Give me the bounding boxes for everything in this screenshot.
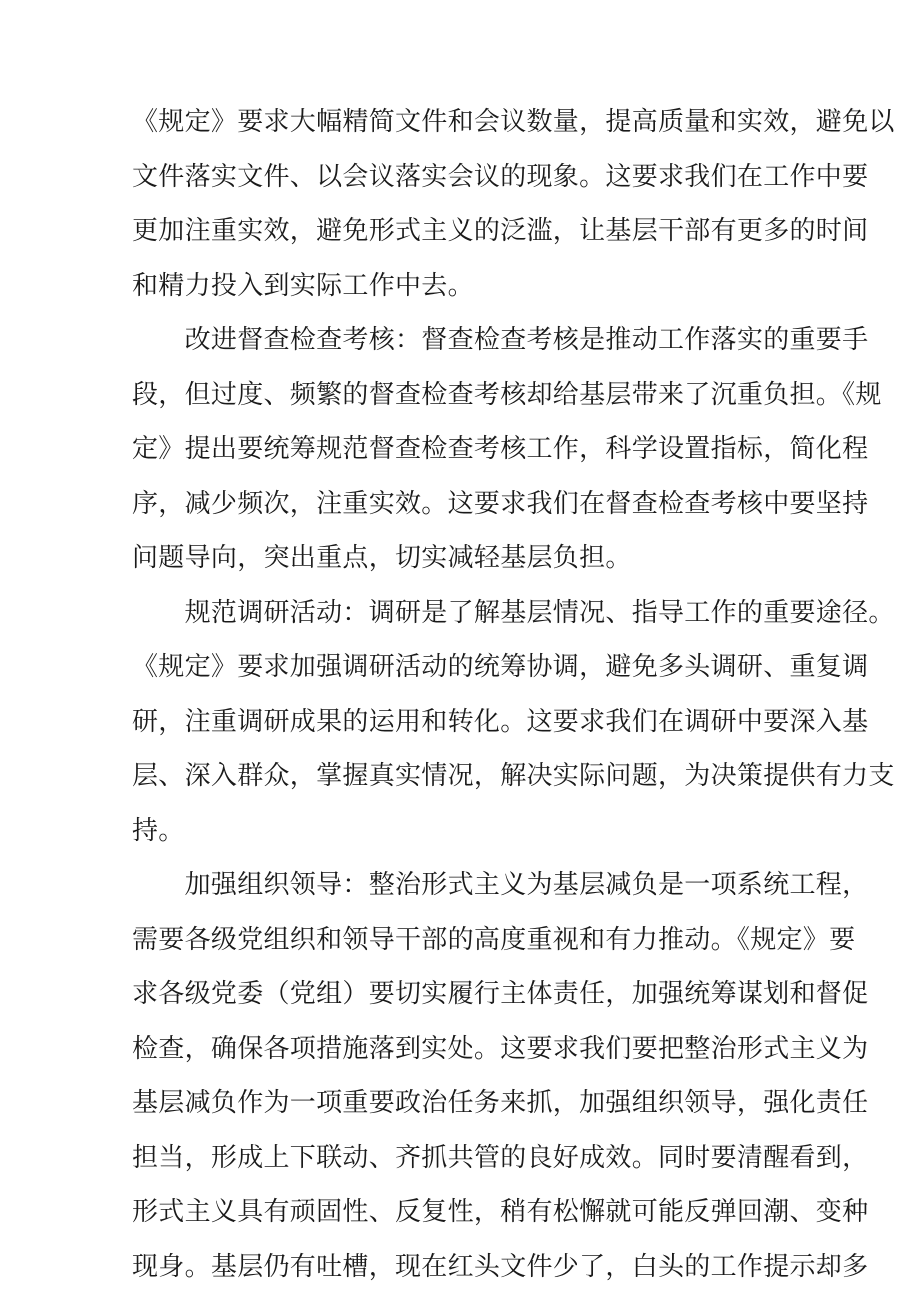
text-line: 加强组织领导：整治形式主义为基层减负是一项系统工程， xyxy=(132,870,869,900)
text-line: 改进督查检查考核：督查检查考核是推动工作落实的重要手 xyxy=(132,325,869,355)
text-line: 定》提出要统筹规范督查检查考核工作，科学设置指标，简化程 xyxy=(132,434,869,464)
text-line: 问题导向，突出重点，切实减轻基层负担。 xyxy=(132,543,632,573)
text-line: 现身。基层仍有吐槽，现在红头文件少了，白头的工作提示却多 xyxy=(132,1251,869,1282)
text-line: 检查，确保各项措施落到实处。这要求我们要把整治形式主义为 xyxy=(132,1033,869,1064)
text-line: 《规定》要求加强调研活动的统筹协调，避免多头调研、重复调 xyxy=(132,652,869,682)
text-line: 研，注重调研成果的运用和转化。这要求我们在调研中要深入基 xyxy=(132,706,869,737)
document-body xyxy=(132,95,895,1294)
text-line: 层、深入群众，掌握真实情况，解决实际问题，为决策提供有力支 xyxy=(132,761,895,791)
text-line: 序，减少频次，注重实效。这要求我们在督查检查考核中要坚持 xyxy=(132,488,869,519)
text-line: 段，但过度、频繁的督查检查考核却给基层带来了沉重负担。《规 xyxy=(132,379,882,410)
text-line: 持。 xyxy=(132,815,185,846)
text-line: 规范调研活动：调研是了解基层情况、指导工作的重要途径。 xyxy=(132,597,895,628)
paragraph-standardize-research xyxy=(132,586,895,859)
text-line: 形式主义具有顽固性、反复性，稍有松懈就可能反弹回潮、变种 xyxy=(132,1197,869,1227)
text-line: 和精力投入到实际工作中去。 xyxy=(132,270,474,301)
text-line: 担当，形成上下联动、齐抓共管的良好成效。同时要清醒看到， xyxy=(132,1142,869,1173)
paragraph-strengthen-leadership xyxy=(132,858,869,1294)
text-line: 需要各级党组织和领导干部的高度重视和有力推动。《规定》要 xyxy=(132,924,856,955)
text-line: 《规定》要求大幅精简文件和会议数量，提高质量和实效，避免以 xyxy=(132,107,895,137)
text-line: 基层减负作为一项重要政治任务来抓，加强组织领导，强化责任 xyxy=(132,1088,869,1118)
text-line: 更加注重实效，避免形式主义的泛滥，让基层干部有更多的时间 xyxy=(132,216,869,246)
paragraph-improve-inspection xyxy=(132,313,882,586)
text-line: 文件落实文件、以会议落实会议的现象。这要求我们在工作中要 xyxy=(132,161,869,192)
text-line: 求各级党委（党组）要切实履行主体责任，加强统筹谋划和督促 xyxy=(132,979,869,1009)
paragraph-simplify-documents-meetings xyxy=(132,95,895,313)
